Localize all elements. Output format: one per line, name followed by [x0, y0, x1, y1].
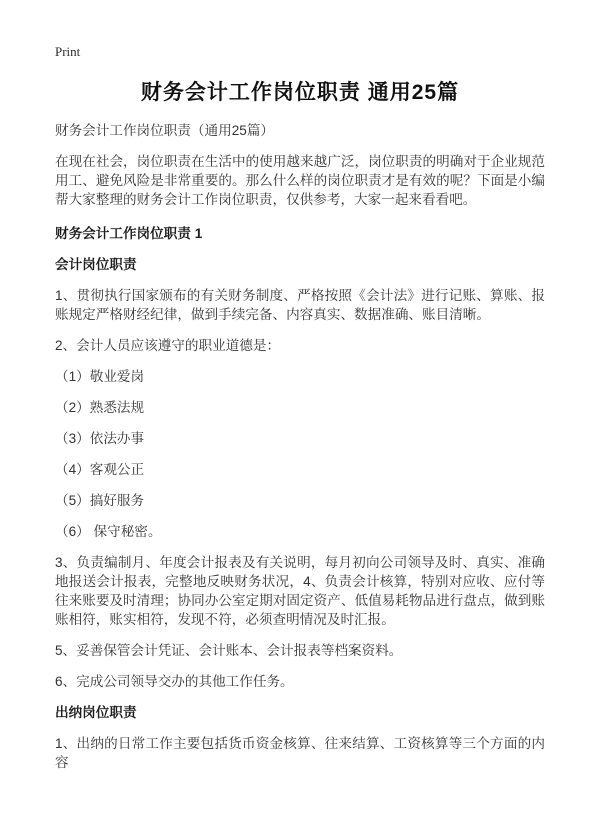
duty-paragraph-3-4: 3、负责编制月、年度会计报表及有关说明，每月初向公司领导及时、真实、准确地报送会计报表，完整地反映财务状况，4、负责会计核算，特别对应收、应付等往来账要及时清理；协同办公室定期对固定资产、低值易耗物品进行盘点，做到账账相符，账实相符，发现不符，必须查明情况及时汇报。 — [55, 555, 545, 627]
ethics-list-item-6: （6） 保守秘密。 — [55, 524, 162, 539]
accounting-duties-heading: 会计岗位职责 — [55, 257, 137, 272]
duty-paragraph-5: 5、妥善保管会计凭证、会计账本、会计报表等档案资料。 — [55, 643, 403, 658]
print-link[interactable]: Print — [55, 44, 81, 59]
ethics-list-item-5: （5）搞好服务 — [55, 493, 145, 508]
cashier-paragraph-1: 1、出纳的日常工作主要包括货币资金核算、往来结算、工资核算等三个方面的内容 — [55, 736, 545, 770]
document-subtitle: 财务会计工作岗位职责（通用25篇） — [55, 123, 275, 138]
duty-paragraph-1: 1、贯彻执行国家颁布的有关财务制度、严格按照《会计法》进行记账、算账、报账规定严格财经纪律，做到手续完备、内容真实、数据准确、账目清晰。 — [55, 288, 545, 322]
duty-paragraph-2: 2、会计人员应该遵守的职业道德是： — [55, 338, 281, 353]
ethics-list-item-2: （2）熟悉法规 — [55, 400, 145, 415]
duty-paragraph-6: 6、完成公司领导交办的其他工作任务。 — [55, 674, 294, 689]
ethics-list-item-4: （4）客观公正 — [55, 462, 145, 477]
page-title: 财务会计工作岗位职责 通用25篇 — [140, 81, 460, 104]
cashier-duties-heading: 出纳岗位职责 — [55, 705, 137, 720]
ethics-list-item-1: （1）敬业爱岗 — [55, 369, 145, 384]
intro-paragraph: 在现在社会，岗位职责在生活中的使用越来越广泛，岗位职责的明确对于企业规范用工、避免风险是非常重要的。那么什么样的岗位职责才是有效的呢？下面是小编帮大家整理的财务会计工作岗位职责，仅供参考，大家一起来看看吧。 — [55, 154, 545, 207]
ethics-list-item-3: （3）依法办事 — [55, 431, 145, 446]
section-heading-1: 财务会计工作岗位职责 1 — [55, 226, 203, 241]
